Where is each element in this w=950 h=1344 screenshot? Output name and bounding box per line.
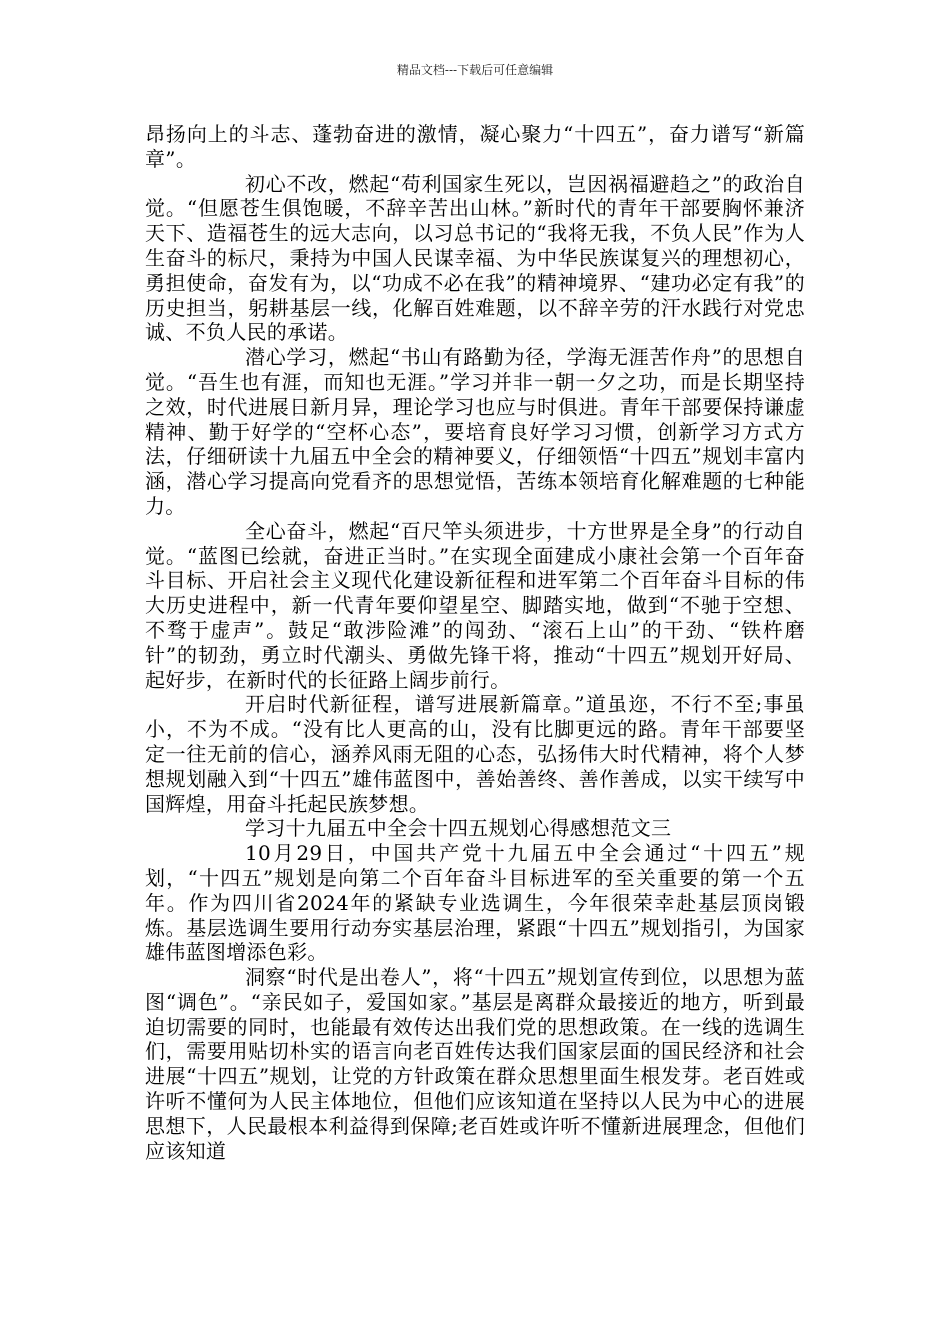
section-heading: 学习十九届五中全会十四五规划心得感想范文三 [245, 816, 672, 841]
paragraph-study: 潜心学习，燃起“书山有路勤为径，学海无涯苦作舟”的思想自觉。“吾生也有涯，而知也无涯。”学习并非一朝一夕之功，而是长期坚持之效，时代进展日新月异，理论学习也应与时俱进。青年干部要保持谦虚精神、勤于好学的“空杯心态”，要培育良好学习习惯，创新学习方式方法，仔细研读十九届五中全会的精神要义，仔细领悟“十四五”规划丰富内涵，潜心学习提高向党看齐的思想觉悟，苦练本领培育化解难题的七种能力。 [145, 345, 805, 518]
paragraph-continuation: 昂扬向上的斗志、蓬勃奋进的激情，凝心聚力“十四五”，奋力谱写“新篇章”。 [145, 122, 805, 171]
paragraph-oct-29: 10月29日，中国共产党十九届五中全会通过“十四五”规划，“十四五”规划是向第二个百年奋斗目标进军的至关重要的第一个五年。作为四川省2024年的紧缺专业选调生，今年很荣幸赴基层顶岗锻炼。基层选调生要用行动夯实基层治理，紧跟“十四五”规划指引，为国家雄伟蓝图增添色彩。 [145, 841, 805, 965]
document-body [145, 122, 805, 1163]
paragraph-struggle: 全心奋斗，燃起“百尺竿头须进步，十方世界是全身”的行动自觉。“蓝图已绘就，奋进正当时。”在实现全面建成小康社会第一个百年奋斗目标、开启社会主义现代化建设新征程和进军第二个百年奋斗目标的伟大历史进程中，新一代青年要仰望星空、脚踏实地，做到“不驰于空想、不骛于虚声”。鼓足“敢涉险滩”的闯劲、“滚石上山”的干劲、“铁杵磨针”的韧劲，勇立时代潮头、勇做先锋干将，推动“十四五”规划开好局、起好步，在新时代的长征路上阔步前行。 [145, 518, 805, 692]
paragraph-new-journey: 开启时代新征程，谱写进展新篇章。”道虽迩，不行不至;事虽小，不为不成。“没有比人更高的山，没有比脚更远的路。青年干部要坚定一往无前的信心，涵养风雨无阻的心态，弘扬伟大时代精神，将个人梦想规划融入到“十四五”雄伟蓝图中，善始善终、善作善成，以实干续写中国辉煌，用奋斗托起民族梦想。 [145, 692, 805, 816]
paragraph-insight: 洞察“时代是出卷人”，将“十四五”规划宣传到位，以思想为蓝图“调色”。“亲民如子，爱国如家。”基层是离群众最接近的地方，听到最迫切需要的同时，也能最有效传达出我们党的思想政策。在一线的选调生们，需要用贴切朴实的语言向老百姓传达我们国家层面的国民经济和社会进展“十四五”规划，让党的方针政策在群众思想里面生根发芽。老百姓或许听不懂何为人民主体地位，但他们应该知道在坚持以人民为中心的进展思想下，人民最根本利益得到保障;老百姓或许听不懂新进展理念，但他们应该知道 [145, 965, 805, 1163]
page-header: 精品文档---下载后可任意编辑 [396, 63, 554, 77]
paragraph-initial-heart: 初心不改，燃起“苟利国家生死以，岂因祸福避趋之”的政治自觉。“但愿苍生俱饱暖，不辞辛苦出山林。”新时代的青年干部要胸怀兼济天下、造福苍生的远大志向，以习总书记的“我将无我，不负人民”作为人生奋斗的标尺，秉持为中国人民谋幸福、为中华民族谋复兴的理想初心，勇担使命，奋发有为，以“功成不必在我”的精神境界、“建功必定有我”的历史担当，躬耕基层一线，化解百姓难题，以不辞辛劳的汗水践行对党忠诚、不负人民的承诺。 [145, 171, 805, 345]
